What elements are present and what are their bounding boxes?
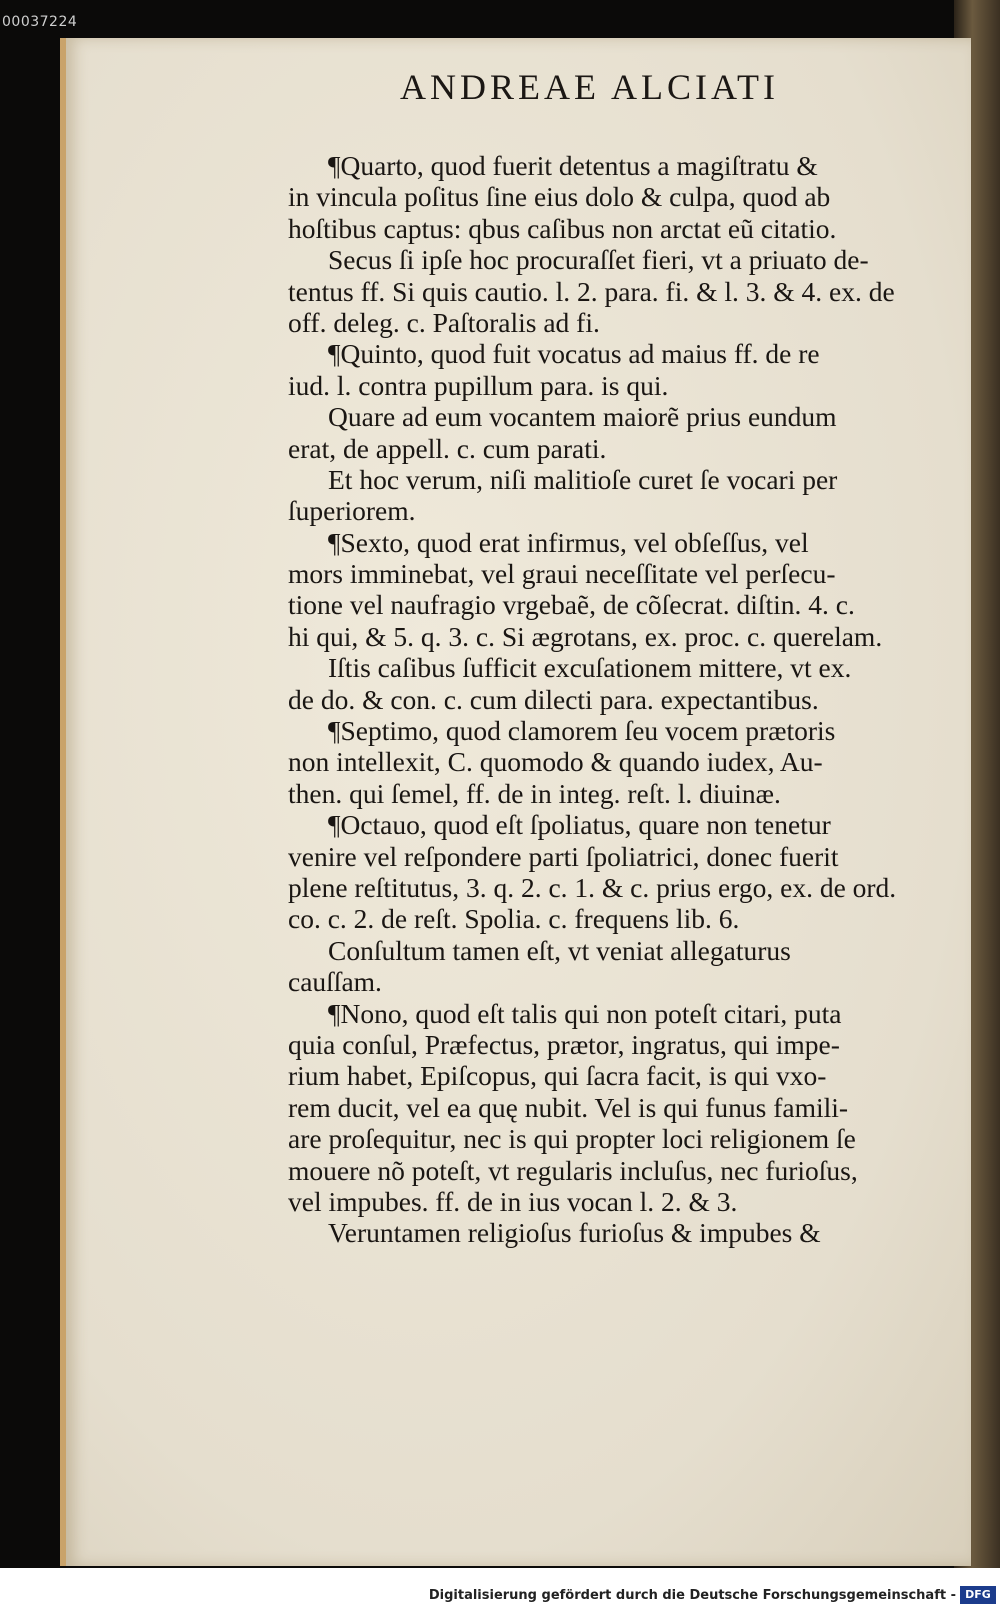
text-line: in vincula poſitus ſine eius dolo & culpa, quod ab xyxy=(288,181,831,213)
text-line: vel impubes. ff. de in ius vocan l. 2. & 3. xyxy=(288,1185,738,1217)
scan-id-label: 00037224 xyxy=(2,14,78,30)
text-line: off. deleg. c. Paſtoralis ad fi. xyxy=(288,306,600,338)
text-line: Conſultum tamen eſt, vt veniat allegaturus xyxy=(328,934,791,966)
text-line: co. c. 2. de reſt. Spolia. c. frequens lib. 6. xyxy=(288,903,740,935)
text-line: mouere nõ poteſt, vt regularis incluſus, nec furioſus, xyxy=(288,1154,858,1186)
text-line: hi qui, & 5. q. 3. c. Si ægrotans, ex. proc. c. querelam. xyxy=(288,620,883,652)
text-line: rem ducit, vel ea quę nubit. Vel is qui funus famili- xyxy=(288,1091,849,1123)
text-line: then. qui ſemel, ff. de in integ. reſt. l. diuinæ. xyxy=(288,777,781,809)
text-line: ¶Sexto, quod erat infirmus, vel obſeſſus, vel xyxy=(328,526,809,558)
text-line: non intellexit, C. quomodo & quando iudex, Au- xyxy=(288,746,823,778)
text-line: venire vel reſpondere parti ſpoliatrici, donec fuerit xyxy=(288,840,839,872)
text-line: tentus ff. Si quis cautio. l. 2. para. fi. & l. 3. & 4. ex. de xyxy=(288,275,895,307)
running-header: ANDREAE ALCIATI xyxy=(400,67,779,107)
text-line: cauſſam. xyxy=(288,966,382,998)
text-line: rium habet, Epiſcopus, qui ſacra facit, is qui vxo- xyxy=(288,1060,827,1092)
text-line: mors imminebat, vel graui neceſſitate vel perſecu- xyxy=(288,558,836,590)
page-body-text xyxy=(288,150,958,1249)
dfg-logo: DFG xyxy=(960,1586,996,1604)
text-line: ¶Quarto, quod fuerit detentus a magiſtratu & xyxy=(328,150,818,181)
text-line: ¶Quinto, quod fuit vocatus ad maius ff. de re xyxy=(328,338,820,370)
text-line: Quare ad eum vocantem maiorẽ prius eundum xyxy=(328,401,837,433)
text-line: iud. l. contra pupillum para. is qui. xyxy=(288,369,669,401)
text-line: Veruntamen religioſus furioſus & impubes & xyxy=(328,1217,821,1249)
text-line: ¶Nono, quod eſt talis qui non poteſt citari, puta xyxy=(328,997,842,1029)
digitization-footer xyxy=(0,1568,1000,1622)
text-line: quia conſul, Præfectus, prætor, ingratus, qui impe- xyxy=(288,1028,840,1060)
text-line: plene reſtitutus, 3. q. 2. c. 1. & c. prius ergo, ex. de ord. xyxy=(288,871,897,903)
text-line: de do. & con. c. cum dilecti para. expectantibus. xyxy=(288,683,819,715)
text-line: are proſequitur, nec is qui propter loci religionem ſe xyxy=(288,1123,856,1155)
text-line: ¶Octauo, quod eſt ſpoliatus, quare non tenetur xyxy=(328,809,831,841)
text-line: Secus ſi ipſe hoc procuraſſet fieri, vt a priuato de- xyxy=(328,244,869,276)
text-line: Iſtis caſibus ſufficit excuſationem mittere, vt ex. xyxy=(328,652,852,684)
text-line: erat, de appell. c. cum parati. xyxy=(288,432,607,464)
text-line: Et hoc verum, niſi malitioſe curet ſe vocari per xyxy=(328,463,838,495)
text-line: ¶Septimo, quod clamorem ſeu vocem prætoris xyxy=(328,715,836,747)
footer-credit: Digitalisierung gefördert durch die Deutsche Forschungsgemeinschaft - xyxy=(428,1588,956,1603)
text-line: ſuperiorem. xyxy=(288,495,416,527)
text-line: tione vel naufragio vrgebaẽ, de cõſecrat. diſtin. 4. c. xyxy=(288,589,855,621)
text-line: hoſtibus captus: qbus caſibus non arctat eũ citatio. xyxy=(288,212,837,244)
